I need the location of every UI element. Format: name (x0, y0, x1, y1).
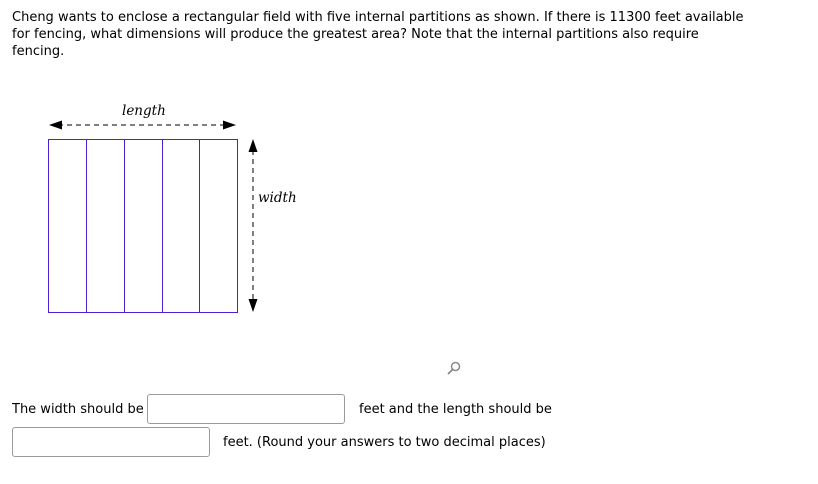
rounding-instruction: feet. (Round your answers to two decimal places) (223, 435, 546, 450)
width-prompt: The width should be (12, 402, 144, 417)
field-rectangle (49, 140, 238, 313)
length-dimension (49, 121, 236, 130)
length-input[interactable] (12, 427, 210, 457)
length-prompt: feet and the length should be (359, 402, 552, 417)
length-label: length (122, 103, 166, 119)
magnifier-icon[interactable] (446, 360, 462, 376)
width-dimension (249, 139, 258, 312)
width-label: width (258, 190, 297, 206)
question-text: Cheng wants to enclose a rectangular field with five internal partitions as shown. If there is 11300 feet available for fencing, what dimensions will produce the greatest area? Note that the internal partitions also require fencing. (12, 10, 744, 59)
width-input[interactable] (147, 394, 345, 424)
